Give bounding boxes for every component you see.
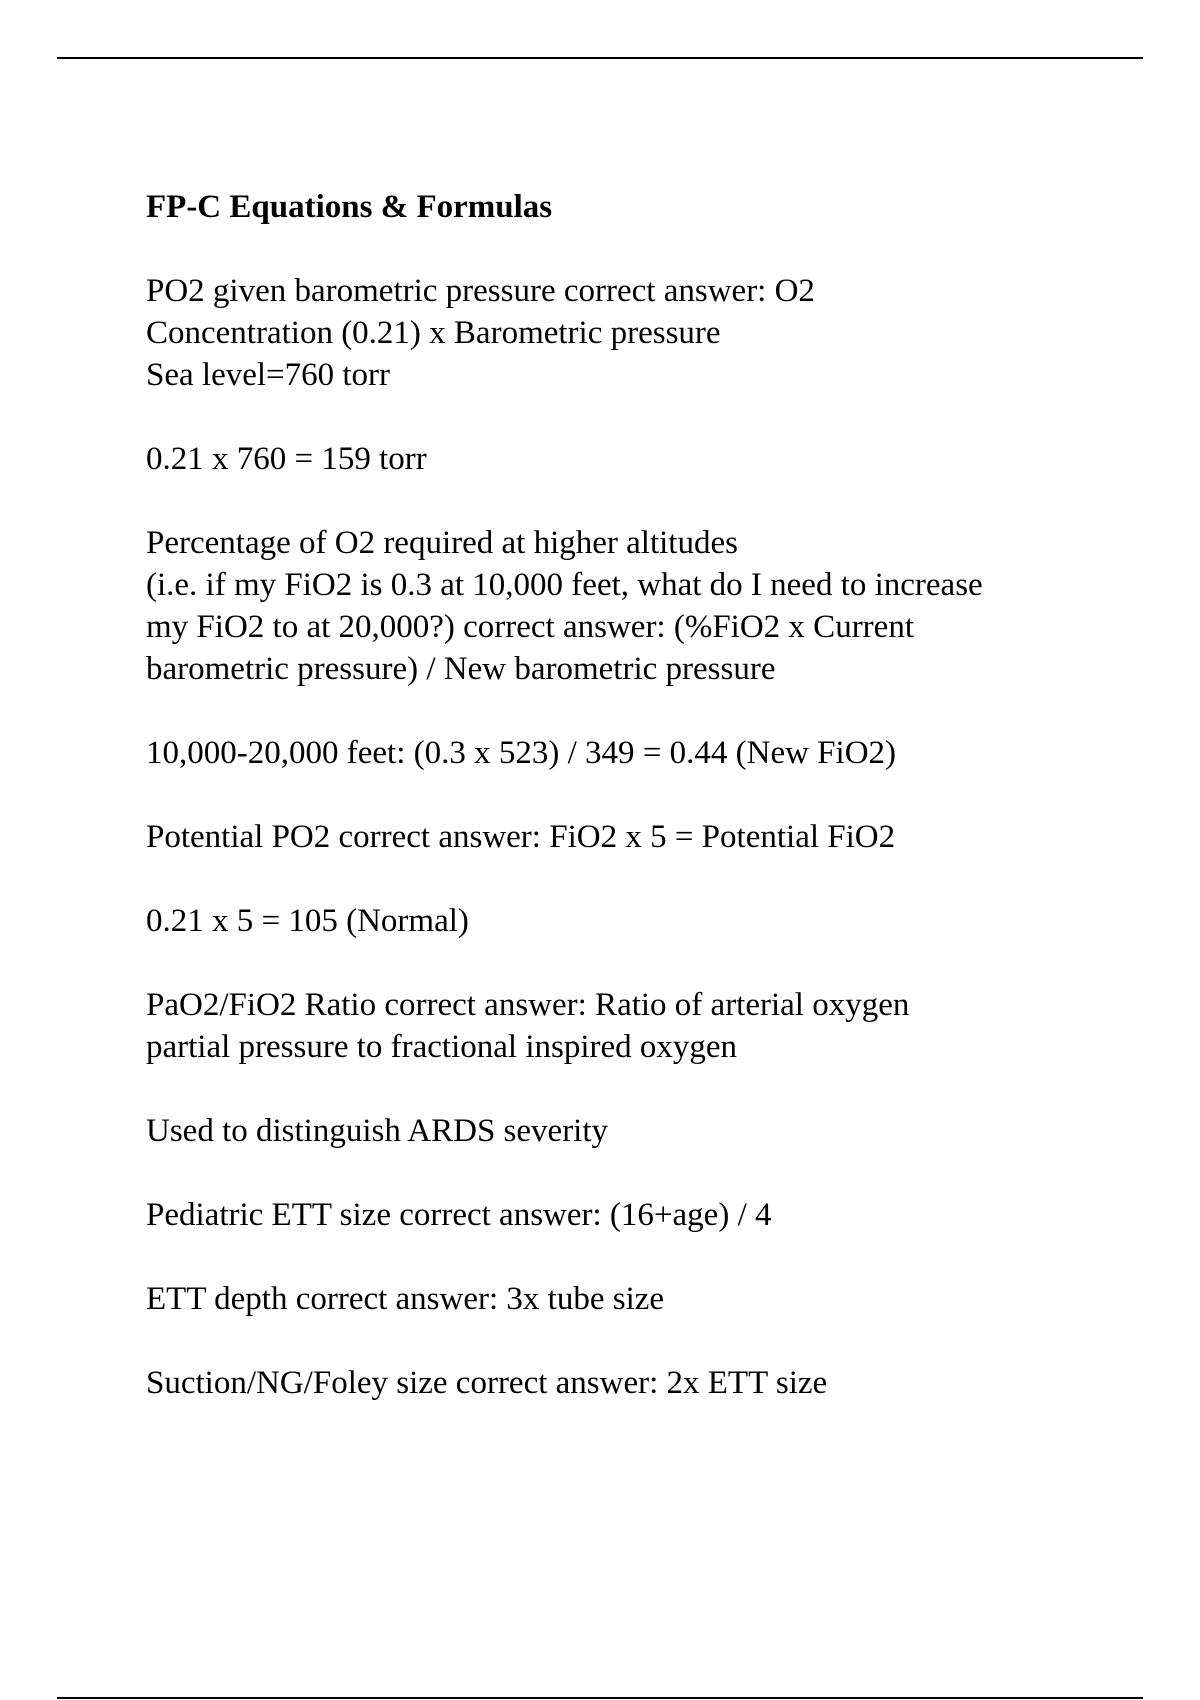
document-body [146, 186, 1106, 1446]
paragraph-pediatric-ett: Pediatric ETT size correct answer: (16+age) / 4 [146, 1197, 772, 1233]
paragraph-o2-altitude-example: 10,000-20,000 feet: (0.3 x 523) / 349 = 0.44 (New FiO2) [146, 735, 897, 771]
document-title: FP-C Equations & Formulas [146, 189, 553, 225]
paragraph-suction-size: Suction/NG/Foley size correct answer: 2x ETT size [146, 1365, 828, 1401]
paragraph-pf-ratio: PaO2/FiO2 Ratio correct answer: Ratio of arterial oxygen partial pressure to fractional inspired oxygen [146, 987, 910, 1065]
paragraph-potential-po2-example: 0.21 x 5 = 105 (Normal) [146, 903, 469, 939]
bottom-rule [57, 1697, 1143, 1699]
paragraph-ards: Used to distinguish ARDS severity [146, 1113, 609, 1149]
paragraph-po2-barometric: PO2 given barometric pressure correct answer: O2 Concentration (0.21) x Barometric pressure Sea level=760 torr [146, 273, 815, 393]
paragraph-potential-po2: Potential PO2 correct answer: FiO2 x 5 = Potential FiO2 [146, 819, 896, 855]
paragraph-po2-example: 0.21 x 760 = 159 torr [146, 441, 427, 477]
paragraph-ett-depth: ETT depth correct answer: 3x tube size [146, 1281, 665, 1317]
top-rule [57, 57, 1143, 59]
paragraph-o2-altitude: Percentage of O2 required at higher altitudes (i.e. if my FiO2 is 0.3 at 10,000 feet, what do I need to increase my FiO2 to at 20,000?) correct answer: (%FiO2 x Current barometric pressure) / New barometric pressure [146, 525, 983, 687]
